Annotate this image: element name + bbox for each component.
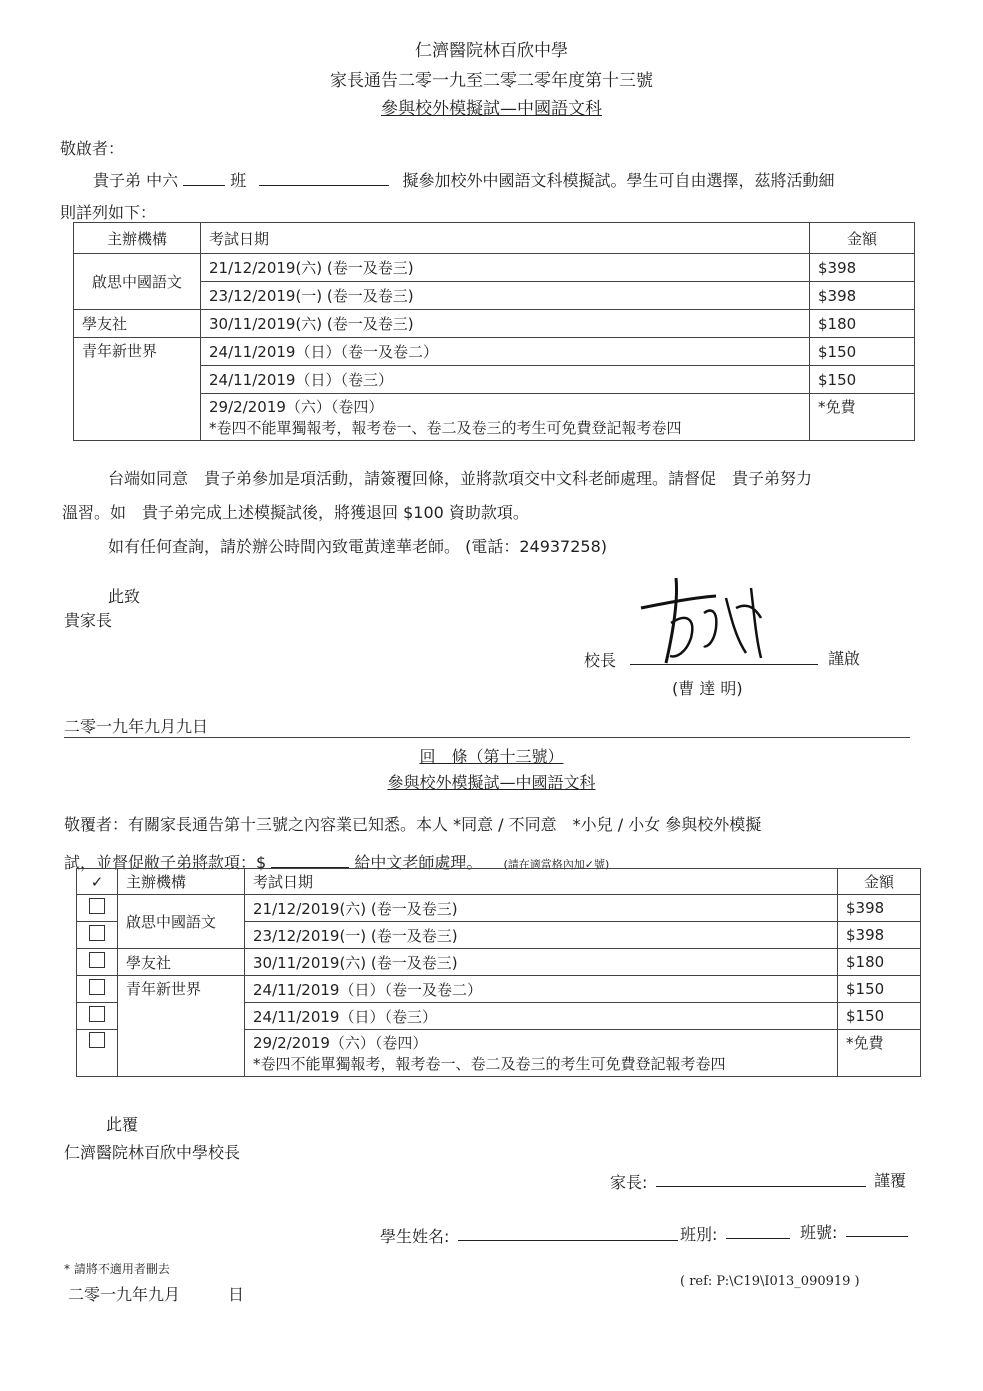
amount-blank [271, 851, 349, 868]
date-cell: 30/11/2019(六) (卷一及卷三) [245, 949, 838, 976]
org-cell: 青年新世界 [74, 338, 201, 441]
amount-cell: $150 [838, 1003, 921, 1030]
form-blank [183, 169, 225, 186]
date-cell: 24/11/2019（日）（卷一及卷二） [201, 338, 810, 366]
intro-part-a: 貴子弟 中六 [93, 171, 179, 190]
letter-date: 二零一九年九月九日 [64, 717, 209, 736]
date-text: 29/2/2019（六）（卷四） [253, 1034, 428, 1052]
number-field[interactable] [846, 1236, 908, 1237]
amount-cell: $180 [838, 949, 921, 976]
header-date: 考試日期 [245, 869, 838, 895]
amount-cell: $150 [838, 976, 921, 1003]
amount-cell: $180 [810, 310, 915, 338]
header-date: 考試日期 [201, 223, 810, 254]
student-name-field[interactable] [458, 1240, 678, 1241]
intro-line [93, 168, 835, 191]
parent-signature-field[interactable] [656, 1186, 866, 1187]
parent-label: 家長: [610, 1173, 648, 1192]
principal-name: (曹 達 明) [672, 679, 743, 698]
reference-code: ( ref: P:\C19\I013_090919 ) [680, 1274, 860, 1289]
date-cell: 24/11/2019（日）（卷三） [245, 1003, 838, 1030]
exam-table [73, 222, 915, 441]
date-cell-note [245, 1030, 838, 1077]
header-amount: 金額 [810, 223, 915, 254]
closing-2: 貴家長 [64, 611, 113, 630]
closing-1: 此致 [108, 587, 141, 606]
amount-cell: $150 [810, 366, 915, 394]
option-checkbox[interactable] [89, 1032, 105, 1048]
paragraph-1b: 溫習。如 貴子弟完成上述模擬試後，將獲退回 $100 資助款項。 [62, 503, 529, 522]
class-label: 班別: [680, 1225, 718, 1244]
date-cell: 23/12/2019(一) (卷一及卷三) [245, 922, 838, 949]
class-blank [259, 169, 389, 186]
option-checkbox[interactable] [89, 898, 105, 914]
reply-line-2b: 給中文老師處理。 [354, 853, 483, 872]
respect-text: 謹啟 [828, 649, 861, 668]
check-instruction: (請在適當格內加✓號) [503, 858, 610, 871]
date-cell: 23/12/2019(一) (卷一及卷三) [201, 282, 810, 310]
option-checkbox[interactable] [89, 979, 105, 995]
amount-cell: $398 [838, 922, 921, 949]
cut-line [64, 737, 910, 738]
date-cell: 30/11/2019(六) (卷一及卷三) [201, 310, 810, 338]
student-name-label: 學生姓名: [380, 1227, 450, 1246]
paragraph-2: 如有任何查詢，請於辦公時間內致電黃達華老師。 (電話：24937258) [108, 537, 608, 556]
amount-cell: $398 [810, 254, 915, 282]
intro-line-2: 則詳列如下： [60, 203, 157, 222]
footnote: * 請將不適用者刪去 [64, 1262, 170, 1276]
paragraph-1a: 台端如同意 貴子弟參加是項活動，請簽覆回條，並將款項交中文科老師處理。請督促 貴子弟努力 [108, 469, 813, 488]
amount-cell: *免費 [810, 394, 915, 441]
table-note: *卷四不能單獨報考，報考卷一、卷二及卷三的考生可免費登記報考卷四 [209, 419, 682, 437]
reply-date: 二零一九年九月 日 [68, 1285, 245, 1304]
parent-respect: 謹覆 [874, 1171, 907, 1190]
date-cell: 21/12/2019(六) (卷一及卷三) [201, 254, 810, 282]
amount-cell: $398 [810, 282, 915, 310]
header-org: 主辦機構 [118, 869, 245, 895]
org-cell: 學友社 [118, 949, 245, 976]
option-checkbox[interactable] [89, 1006, 105, 1022]
number-label: 班號: [800, 1223, 838, 1242]
notice-number: 家長通告二零一九至二零二零年度第十三號 [330, 71, 653, 91]
check-header: ✓ [77, 869, 118, 895]
reply-line-2a: 試，並督促敝子弟將款項：$ [64, 853, 267, 872]
salutation: 敬啟者： [60, 139, 125, 158]
class-field[interactable] [726, 1238, 790, 1239]
date-cell: 24/11/2019（日）（卷三） [201, 366, 810, 394]
date-text: 29/2/2019（六）（卷四） [209, 398, 384, 416]
org-cell: 啟思中國語文 [118, 895, 245, 949]
school-name: 仁濟醫院林百欣中學 [415, 41, 568, 61]
amount-cell: *免費 [838, 1030, 921, 1077]
date-cell: 24/11/2019（日）（卷一及卷二） [245, 976, 838, 1003]
date-cell: 21/12/2019(六) (卷一及卷三) [245, 895, 838, 922]
reply-subject: 參與校外模擬試—中國語文科 [387, 773, 596, 792]
reply-title: 回 條（第十三號） [419, 747, 564, 766]
intro-part-c: 擬參加校外中國語文科模擬試。學生可自由選擇，茲將活動細 [402, 171, 835, 190]
org-cell: 學友社 [74, 310, 201, 338]
reply-closing-2: 仁濟醫院林百欣中學校長 [64, 1143, 241, 1162]
table-note: *卷四不能單獨報考，報考卷一、卷二及卷三的考生可免費登記報考卷四 [253, 1055, 726, 1073]
org-cell: 啟思中國語文 [74, 254, 201, 310]
principal-signature [636, 568, 776, 668]
header-amount: 金額 [838, 869, 921, 895]
amount-cell: $150 [810, 338, 915, 366]
option-checkbox[interactable] [89, 925, 105, 941]
intro-part-b: 班 [230, 171, 247, 190]
reply-closing-1: 此覆 [106, 1115, 139, 1134]
notice-subject: 參與校外模擬試—中國語文科 [381, 99, 602, 119]
option-checkbox[interactable] [89, 952, 105, 968]
reply-line-1: 敬覆者：有關家長通告第十三號之內容業已知悉。本人 *同意 / 不同意 *小兒 / 小女 參與校外模擬 [64, 815, 762, 834]
reply-table [76, 868, 921, 1077]
date-cell-note [201, 394, 810, 441]
header-org: 主辦機構 [74, 223, 201, 254]
amount-cell: $398 [838, 895, 921, 922]
principal-label: 校長 [584, 651, 617, 670]
org-cell: 青年新世界 [118, 976, 245, 1077]
